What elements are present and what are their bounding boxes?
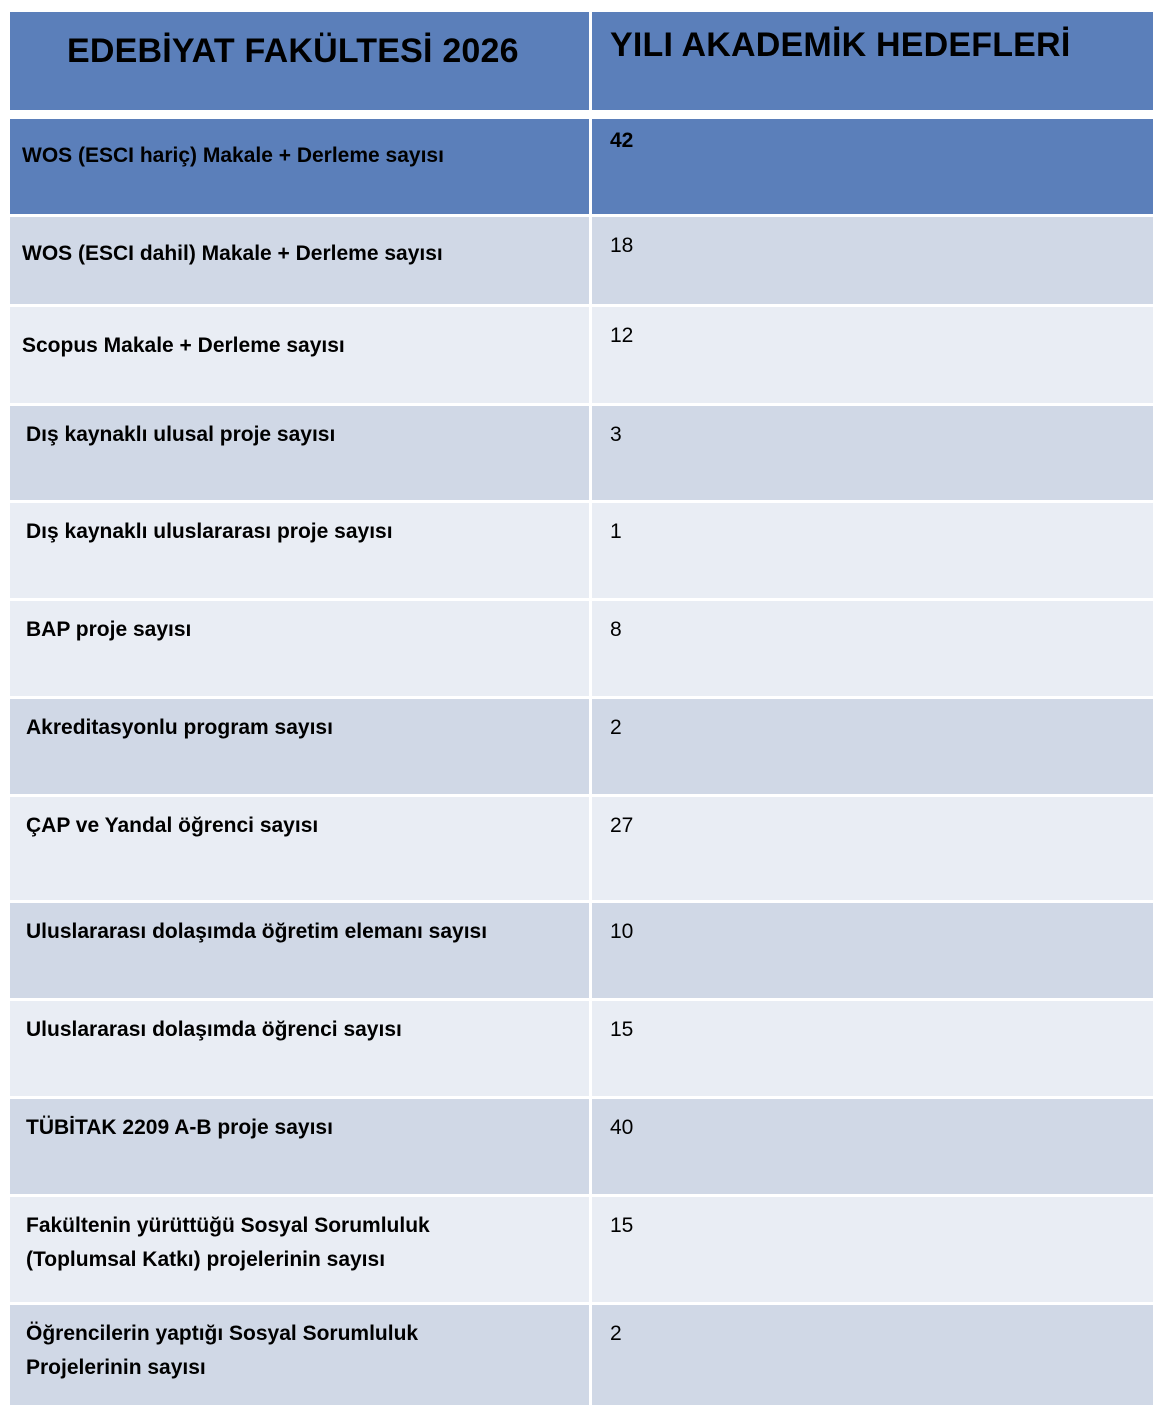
table-header [10,12,1153,113]
table-row [10,1305,1153,1405]
row-label: ÇAP ve Yandal öğrenci sayısı [10,797,592,900]
row-label: WOS (ESCI hariç) Makale + Derleme sayısı [10,119,592,214]
table-row [10,699,1153,797]
row-label: BAP proje sayısı [10,601,592,696]
row-value: 2 [610,716,622,739]
header-title-left: EDEBİYAT FAKÜLTESİ 2026 [10,12,592,110]
row-label: Dış kaynaklı ulusal proje sayısı [10,406,592,500]
table-row [10,217,1153,307]
row-value: 18 [610,234,634,257]
header-title-right: YILI AKADEMİK HEDEFLERİ [610,26,1071,64]
row-value: 40 [610,1116,634,1139]
table-row [10,503,1153,601]
row-value: 12 [610,324,634,347]
row-label: TÜBİTAK 2209 A-B proje sayısı [10,1099,592,1194]
row-label: Uluslararası dolaşımda öğrenci sayısı [10,1001,592,1096]
row-value: 1 [610,520,622,543]
row-value: 8 [610,618,622,641]
row-label: Dış kaynaklı uluslararası proje sayısı [10,503,592,598]
row-label: Akreditasyonlu program sayısı [10,699,592,794]
row-label: Öğrencilerin yaptığı Sosyal Sorumluluk Projelerinin sayısı [10,1305,592,1405]
row-value: 15 [610,1018,634,1041]
table-row [10,307,1153,406]
row-value: 10 [610,920,634,943]
row-label: WOS (ESCI dahil) Makale + Derleme sayısı [10,217,592,304]
table-row [10,1197,1153,1305]
row-label: Uluslararası dolaşımda öğretim elemanı sayısı [10,903,592,998]
row-label: Fakültenin yürüttüğü Sosyal Sorumluluk (Toplumsal Katkı) projelerinin sayısı [10,1197,592,1302]
row-value: 3 [610,423,622,446]
row-value: 42 [610,129,634,152]
row-value: 15 [610,1214,634,1237]
row-label: Scopus Makale + Derleme sayısı [10,307,592,403]
table-row [10,797,1153,903]
academic-targets-table [10,12,1153,1405]
row-value: 2 [610,1322,622,1345]
table-row [10,1099,1153,1197]
table-row [10,406,1153,503]
table-row [10,119,1153,217]
table-row [10,903,1153,1001]
table-row [10,601,1153,699]
table-row [10,1001,1153,1099]
row-value: 27 [610,814,634,837]
